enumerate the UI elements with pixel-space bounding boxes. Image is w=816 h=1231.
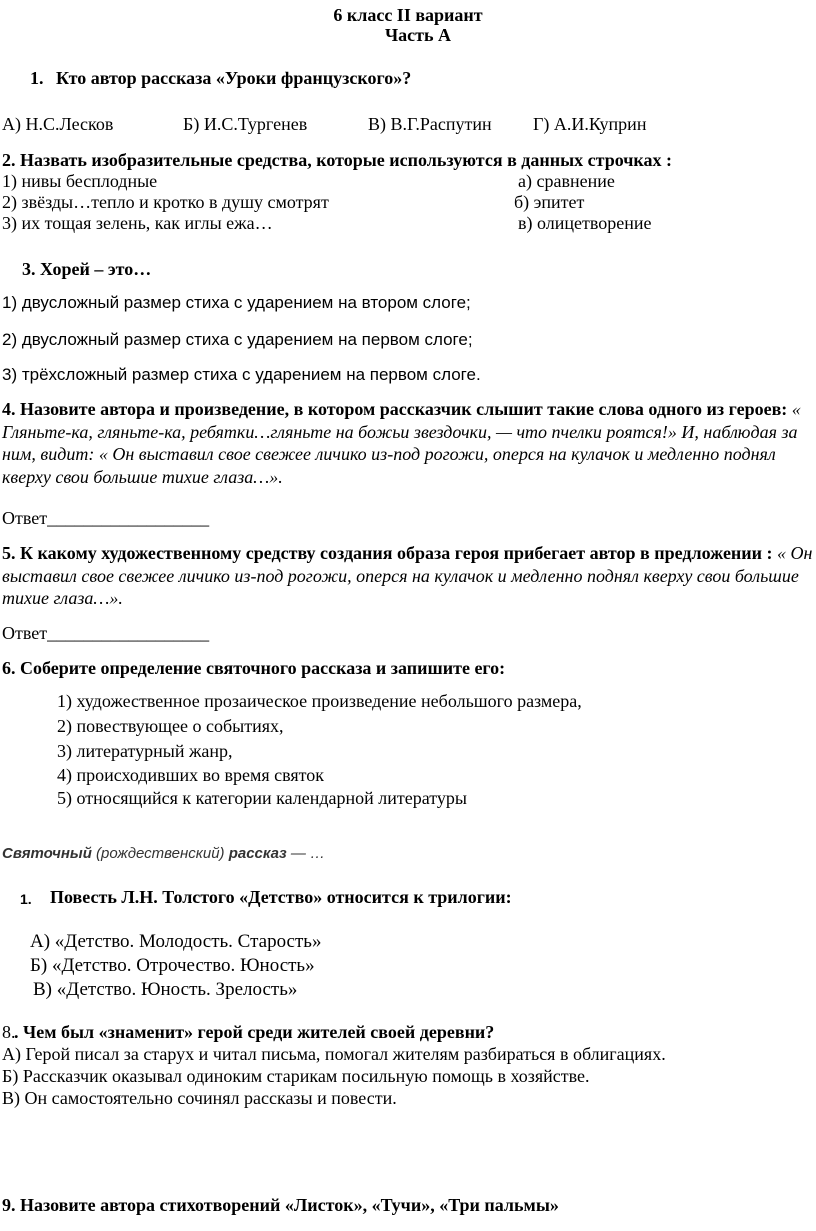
q1-question: Кто автор рассказа «Уроки французского»? — [56, 68, 412, 88]
q6-definition — [2, 843, 325, 865]
q7-option-a: А) «Детство. Молодость. Старость» — [30, 931, 322, 952]
q3-option-3: 3) трёхсложный размер стиха с ударением на первом слоге. — [2, 365, 481, 384]
q6-item-4: 4) происходивших во время святок — [57, 765, 325, 785]
q6-item-2: 2) повествующее о событиях, — [57, 716, 284, 736]
q2-answer-c: в) олицетворение — [518, 213, 652, 233]
page-title: 6 класс II вариант — [333, 5, 483, 25]
q6-item-1: 1) художественное прозаическое произведение небольшого размера, — [57, 691, 582, 711]
q4-answer-line: Ответ__________________ — [2, 508, 210, 528]
q8-number: 8. — [2, 1022, 16, 1042]
q1-option-d: Г) А.И.Куприн — [533, 114, 647, 134]
q6-item-5: 5) относящийся к категории календарной литературы — [57, 788, 468, 808]
q6-question: 6. Соберите определение святочного рассказа и запишите его: — [2, 658, 506, 678]
q2-line-3: 3) их тощая зелень, как иглы ежа… — [2, 213, 273, 233]
q8-question: . Чем был «знаменит» герой среди жителей своей деревни? — [14, 1022, 495, 1042]
q3-option-2: 2) двусложный размер стиха с ударением на первом слоге; — [2, 330, 473, 349]
q5-answer-line: Ответ__________________ — [2, 623, 210, 643]
q3-question: 3. Хорей – это… — [22, 259, 152, 279]
q5-quote: « Он выставил свое свежее личико из-под рогожи, оперся на кулачок и медленно поднял кверху свои большие тихие глаза…». — [2, 543, 813, 608]
q6-def-word-1: Святочный — [2, 845, 92, 862]
q1-option-a: А) Н.С.Лесков — [2, 114, 114, 134]
q6-def-word-2: (рождественский) — [91, 845, 229, 862]
q5-question: 5. К какому художественному средству создания образа героя прибегает автор в предложении : — [2, 543, 773, 563]
q2-line-1: 1) нивы бесплодные — [2, 171, 158, 191]
q2-question: 2. Назвать изобразительные средства, которые используются в данных строчках : — [2, 150, 673, 170]
q6-def-rest: — … — [286, 845, 326, 862]
q4-question: 4. Назовите автора и произведение, в котором рассказчик слышит такие слова одного из героев: — [2, 399, 788, 419]
q8-option-b: Б) Рассказчик оказывал одиноким старикам посильную помощь в хозяйстве. — [2, 1066, 590, 1086]
q7-question: Повесть Л.Н. Толстого «Детство» относится к трилогии: — [50, 887, 512, 907]
q1-option-b: Б) И.С.Тургенев — [183, 114, 308, 134]
q7-number: 1. — [20, 891, 32, 907]
q2-answer-b: б) эпитет — [514, 192, 585, 212]
q6-item-3: 3) литературный жанр, — [57, 741, 233, 761]
q1-number: 1. — [30, 68, 44, 88]
page-subtitle: Часть А — [384, 25, 452, 45]
q7-option-b: Б) «Детство. Отрочество. Юность» — [30, 955, 315, 976]
q8-option-a: А) Герой писал за старух и читал письма, помогал жителям разбираться в облигациях. — [2, 1044, 666, 1064]
q7-option-c: В) «Детство. Юность. Зрелость» — [33, 979, 298, 1000]
q9-question: 9. Назовите автора стихотворений «Листок», «Тучи», «Три пальмы» — [2, 1195, 559, 1215]
q4-quote: « Гляньте-ка, гляньте-ка, ребятки…гляньте на божьи звездочки, — что пчелки роятся!» И, наблюдая за ним, видит: « Он выставил свое свежее личико из-под рогожи, оперся на кулачок и медленно поднял кверху свои большие тихие глаза…». — [2, 399, 801, 487]
q5-paragraph — [2, 542, 814, 610]
q2-line-2: 2) звёзды…тепло и кротко в душу смотрят — [2, 192, 329, 212]
q8-option-c: В) Он самостоятельно сочинял рассказы и повести. — [2, 1088, 397, 1108]
q2-answer-a: а) сравнение — [518, 171, 615, 191]
q1-option-c: В) В.Г.Распутин — [368, 114, 492, 134]
q6-def-word-3: рассказ — [228, 845, 287, 862]
q4-paragraph — [2, 398, 814, 488]
q3-option-1: 1) двусложный размер стиха с ударением на втором слоге; — [2, 293, 471, 312]
